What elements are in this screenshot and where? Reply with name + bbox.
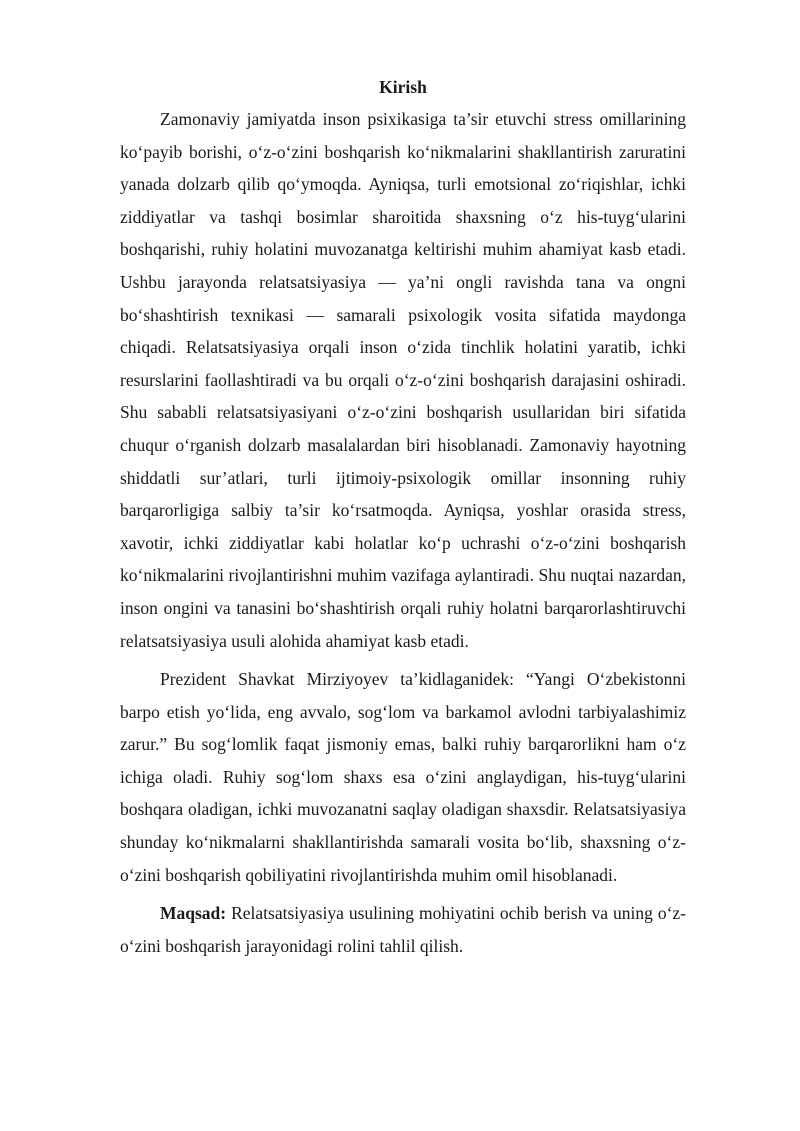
document-title: Kirish	[379, 77, 427, 97]
goal-label: Maqsad:	[160, 903, 227, 924]
document-page	[120, 72, 686, 962]
intro-paragraph-2: Prezident Shavkat Mirziyoyev ta’kidlaganidek: “Yangi O‘zbekistonni barpo etish yo‘lida, eng avvalo, sog‘lom va barkamol avlodni tarbiyalashimiz zarur.” Bu sog‘lomlik faqat jismoniy emas, balki ruhiy barqarorlikni ham o‘z ichiga oladi. Ruhiy sog‘lom shaxs esa o‘zini anglaydigan, his-tuyg‘ularini boshqara oladigan, ichki muvozanatni saqlay oladigan shaxsdir. Relatsatsiyasiya shunday ko‘nikmalarni shakllantirishda samarali vosita bo‘lib, shaxsning o‘z-o‘zini boshqarish qobiliyatini rivojlantirishda muhim omil hisoblanadi.	[120, 669, 686, 885]
goal-text: Relatsatsiyasiya usulining mohiyatini ochib berish va uning o‘z-o‘zini boshqarish jarayonidagi rolini tahlil qilish.	[120, 903, 686, 956]
goal-paragraph	[120, 897, 686, 962]
intro-paragraph-1: Zamonaviy jamiyatda inson psixikasiga ta’sir etuvchi stress omillarining ko‘payib borishi, o‘z-o‘zini boshqarish ko‘nikmalarini shakllantirish zaruratini yanada dolzarb qilib qo‘ymoqda. Ayniqsa, turli emotsional zo‘riqishlar, ichki ziddiyatlar va tashqi bosimlar sharoitida shaxsning o‘z his-tuyg‘ularini boshqarishi, ruhiy holatini muvozanatga keltirishi muhim ahamiyat kasb etadi. Ushbu jarayonda relatsatsiyasiya — ya’ni ongli ravishda tana va ongni bo‘shashtirish texnikasi — samarali psixologik vosita sifatida maydonga chiqadi. Relatsatsiyasiya orqali inson o‘zida tinchlik holatini yaratib, ichki resurslarini faollashtiradi va bu orqali o‘z-o‘zini boshqarish darajasini oshiradi. Shu sababli relatsatsiyasiyani o‘z-o‘zini boshqarish usullaridan biri sifatida chuqur o‘rganish dolzarb masalalardan biri hisoblanadi. Zamonaviy hayotning shiddatli sur’atlari, turli ijtimoiy-psixologik omillar insonning ruhiy barqarorligiga salbiy ta’sir ko‘rsatmoqda. Ayniqsa, yoshlar orasida stress, xavotir, ichki ziddiyatlar kabi holatlar ko‘p uchrashi o‘z-o‘zini boshqarish ko‘nikmalarini rivojlantirishni muhim vazifaga aylantiradi. Shu nuqtai nazardan, inson ongini va tanasini bo‘shashtirish orqali ruhiy holatni barqarorlashtiruvchi relatsatsiyasiya usuli alohida ahamiyat kasb etadi.	[120, 109, 686, 651]
